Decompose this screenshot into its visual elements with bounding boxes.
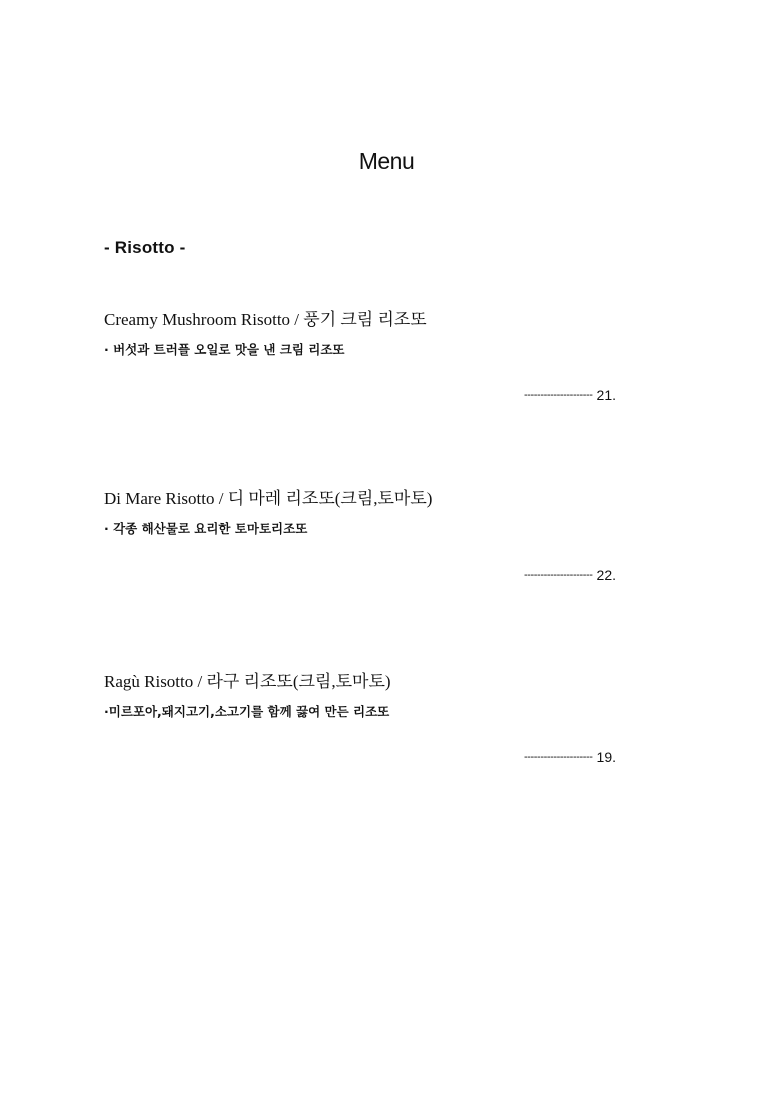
menu-item-price: 21. bbox=[596, 387, 616, 403]
menu-item-price: 22. bbox=[596, 567, 616, 583]
menu-item-price: 19. bbox=[596, 749, 616, 765]
price-leader: --------------------- bbox=[524, 569, 593, 581]
menu-item-description: · 각종 해산물로 요리한 토마토리조또 bbox=[104, 521, 308, 536]
menu-item-description: · 버섯과 트러플 오일로 맛을 낸 크림 리조또 bbox=[104, 342, 345, 357]
price-leader: --------------------- bbox=[524, 389, 593, 401]
price-line bbox=[524, 749, 674, 765]
price-line bbox=[524, 567, 674, 583]
section-heading-risotto: - Risotto - bbox=[104, 238, 186, 257]
menu-item-name: Ragù Risotto / 라구 리조또(크림,토마토) bbox=[104, 672, 391, 691]
page-title: Menu bbox=[358, 148, 415, 174]
menu-item bbox=[104, 671, 674, 721]
menu-item-name: Di Mare Risotto / 디 마레 리조또(크림,토마토) bbox=[104, 489, 433, 508]
menu-item bbox=[104, 488, 674, 538]
price-leader: --------------------- bbox=[524, 751, 593, 763]
price-line bbox=[524, 387, 674, 403]
menu-item-name: Creamy Mushroom Risotto / 풍기 크림 리조또 bbox=[104, 310, 427, 329]
menu-item bbox=[104, 309, 674, 359]
menu-item-description: ·미르포아,돼지고기,소고기를 함께 끓여 만든 리조또 bbox=[104, 704, 390, 719]
